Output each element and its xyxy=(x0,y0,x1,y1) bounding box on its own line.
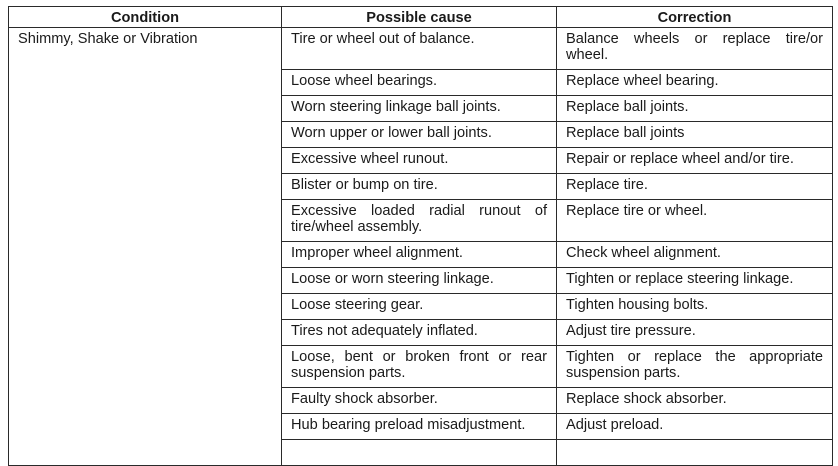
cause-cell: Hub bearing preload misadjustment. xyxy=(282,414,557,440)
table-row xyxy=(9,28,833,70)
header-correction: Correction xyxy=(557,7,833,28)
condition-cell: Shimmy, Shake or Vibration xyxy=(9,28,282,466)
header-possible-cause: Possible cause xyxy=(282,7,557,28)
header-condition: Condition xyxy=(9,7,282,28)
cause-cell: Tires not adequately inflated. xyxy=(282,320,557,346)
cause-cell-empty xyxy=(282,440,557,466)
cause-cell: Loose or worn steering linkage. xyxy=(282,268,557,294)
correction-cell: Repair or replace wheel and/or tire. xyxy=(557,148,833,174)
correction-cell: Replace tire or wheel. xyxy=(557,200,833,242)
correction-cell-empty xyxy=(557,440,833,466)
correction-cell: Tighten housing bolts. xyxy=(557,294,833,320)
correction-cell: Tighten or replace the appropriate suspension parts. xyxy=(557,346,833,388)
correction-cell: Replace ball joints xyxy=(557,122,833,148)
cause-cell: Worn upper or lower ball joints. xyxy=(282,122,557,148)
correction-cell: Replace ball joints. xyxy=(557,96,833,122)
correction-cell: Check wheel alignment. xyxy=(557,242,833,268)
header-row xyxy=(9,7,833,28)
cause-cell: Faulty shock absorber. xyxy=(282,388,557,414)
correction-cell: Adjust preload. xyxy=(557,414,833,440)
cause-cell: Loose steering gear. xyxy=(282,294,557,320)
correction-cell: Replace wheel bearing. xyxy=(557,70,833,96)
correction-cell: Tighten or replace steering linkage. xyxy=(557,268,833,294)
diagnosis-table xyxy=(8,6,833,466)
correction-cell: Replace shock absorber. xyxy=(557,388,833,414)
cause-cell: Blister or bump on tire. xyxy=(282,174,557,200)
cause-cell: Worn steering linkage ball joints. xyxy=(282,96,557,122)
cause-cell: Excessive loaded radial runout of tire/wheel assembly. xyxy=(282,200,557,242)
cause-cell: Loose, bent or broken front or rear suspension parts. xyxy=(282,346,557,388)
correction-cell: Replace tire. xyxy=(557,174,833,200)
cause-cell: Improper wheel alignment. xyxy=(282,242,557,268)
cause-cell: Excessive wheel runout. xyxy=(282,148,557,174)
correction-cell: Balance wheels or replace tire/or wheel. xyxy=(557,28,833,70)
correction-cell: Adjust tire pressure. xyxy=(557,320,833,346)
cause-cell: Loose wheel bearings. xyxy=(282,70,557,96)
cause-cell: Tire or wheel out of balance. xyxy=(282,28,557,70)
